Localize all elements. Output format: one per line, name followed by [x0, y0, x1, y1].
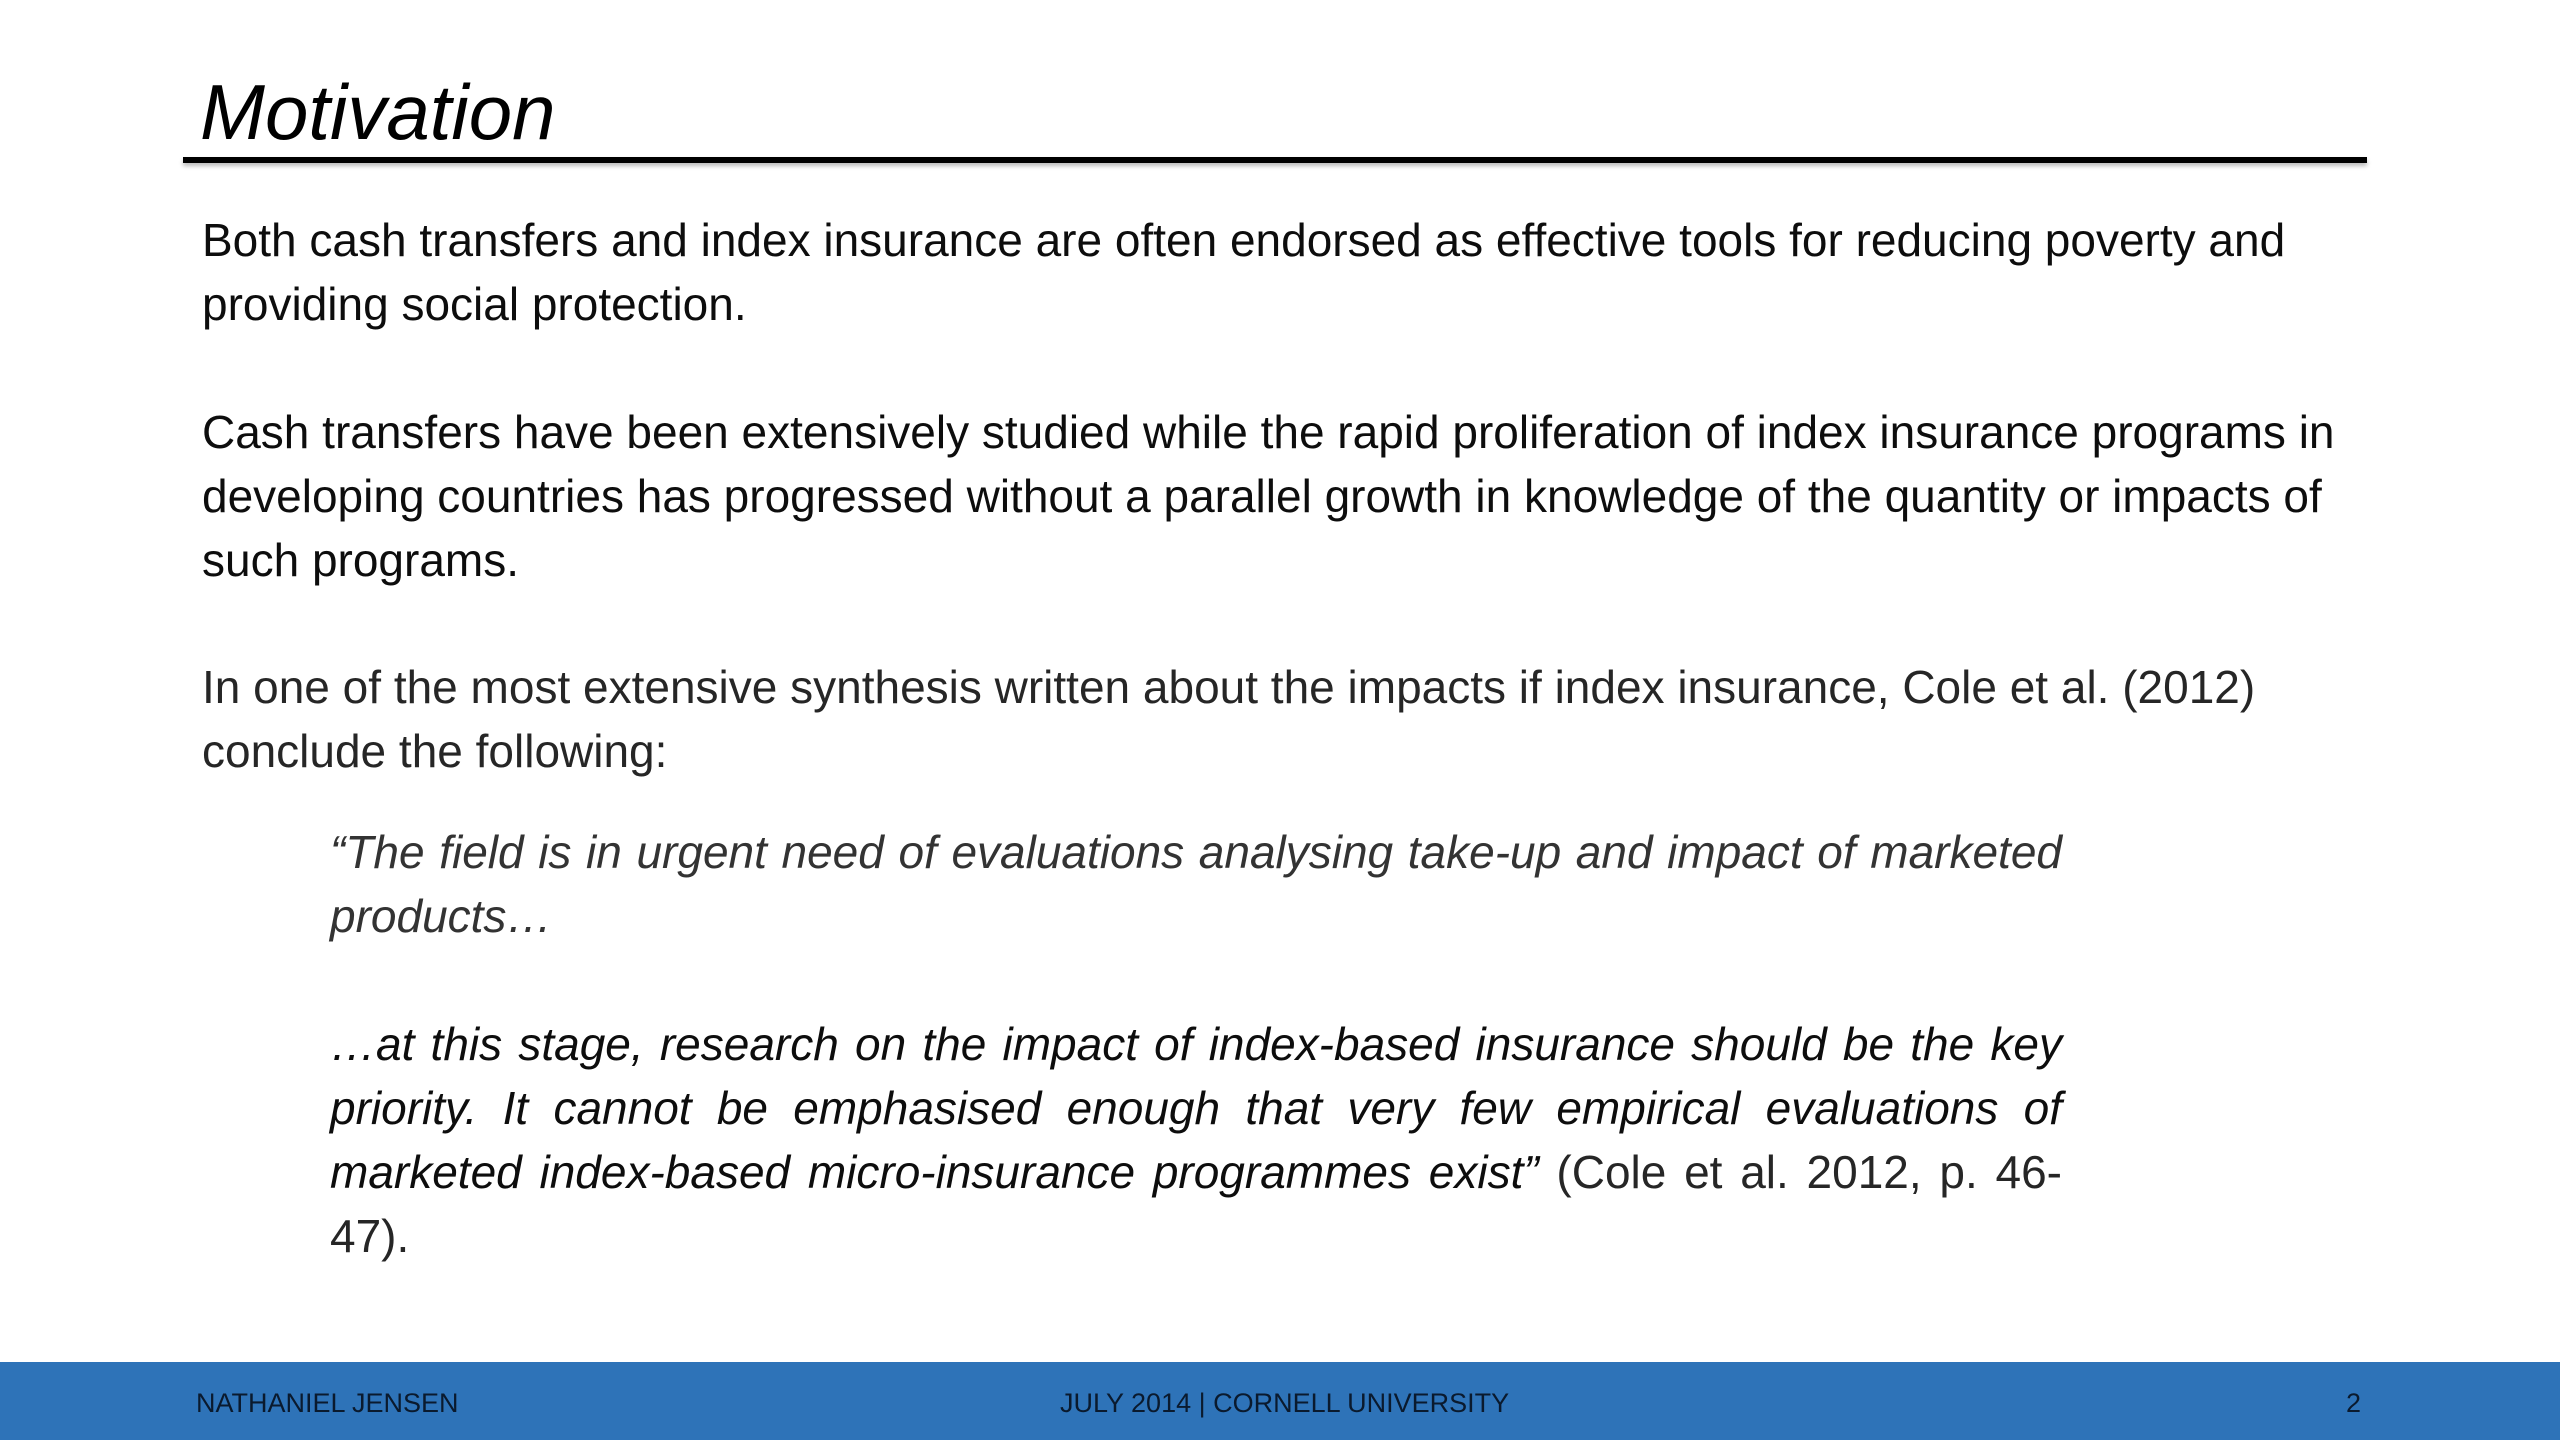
paragraph-cole-synthesis: In one of the most extensive synthesis written about the impacts if index insurance, Cole et al. (2012) conclude the following: [202, 661, 2256, 777]
page-number: 2 [2346, 1388, 2362, 1418]
quote-part-1: “The field is in urgent need of evaluations analysing take-up and impact of marketed products… [330, 826, 2062, 942]
title-underline [183, 157, 2367, 163]
quote-part-2 [330, 1012, 2062, 1268]
slide-title: Motivation [200, 68, 556, 156]
quote-part-2-text: …at this stage, research on the impact of index-based insurance should be the key priority. It cannot be emphasised enough that very few empirical evaluations of marketed index-based micro-insurance programmes exist” [330, 1018, 2062, 1198]
paragraph-intro: Both cash transfers and index insurance are often endorsed as effective tools for reducing poverty and providing social protection. [202, 214, 2286, 330]
footer-author: NATHANIEL JENSEN [196, 1388, 459, 1418]
quote-citation: (Cole et al. 2012, p. 46-47). [330, 1146, 2062, 1262]
footer-date-venue: JULY 2014 | CORNELL UNIVERSITY [1060, 1388, 1510, 1418]
footer-bar [0, 1362, 2560, 1440]
paragraph-cash-transfers: Cash transfers have been extensively studied while the rapid proliferation of index insurance programs in developing countries has progressed without a parallel growth in knowledge of the quantity or impacts of such programs. [202, 406, 2335, 586]
